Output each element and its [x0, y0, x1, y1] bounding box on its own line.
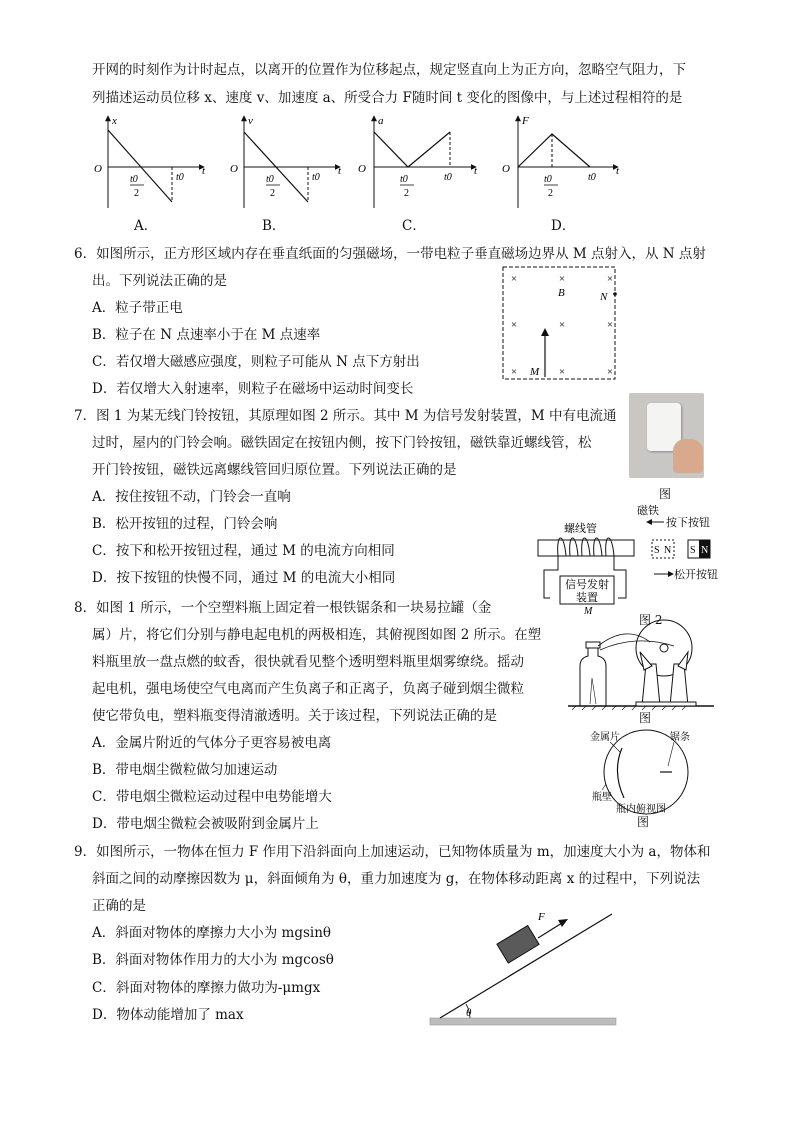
- saw-label: 锯条: [670, 732, 690, 743]
- graph-d-t0: t0: [588, 172, 596, 183]
- q8-option-b: B．带电烟尘微粒做匀加速运动: [92, 762, 278, 778]
- graph-a-t0: t0: [176, 172, 184, 183]
- block: [497, 926, 539, 963]
- q9-option-a: A．斜面对物体的摩擦力大小为 mgsinθ: [92, 925, 332, 941]
- graph-a-line: [108, 130, 172, 202]
- device-m-label: M: [584, 606, 593, 616]
- device-label-1: 信号发射: [565, 579, 609, 591]
- field-b-label: B: [558, 287, 565, 299]
- force-label: F: [538, 911, 545, 923]
- magnet-label: 磁铁: [637, 505, 659, 517]
- q7-fig2-caption: 图 2: [639, 613, 663, 627]
- graph-c: [358, 115, 478, 208]
- svg-text:×: ×: [606, 273, 614, 285]
- svg-text:N: N: [701, 545, 709, 556]
- svg-text:×: ×: [558, 366, 566, 378]
- graph-c-y-label: a: [378, 115, 384, 127]
- graph-a-half-den: 2: [134, 188, 139, 199]
- q7-stem-3: 开门铃按钮，磁铁远离螺线管回归原位置。下列说法正确的是: [92, 462, 457, 478]
- q9-option-d: D．物体动能增加了 max: [92, 1007, 244, 1023]
- graph-b-half-num: t0: [266, 174, 274, 185]
- q8-option-c: C．带电烟尘微粒运动过程中电势能增大: [92, 789, 332, 805]
- graph-c-t-label: t: [474, 165, 478, 177]
- q6-option-c: C．若仅增大磁感应强度，则粒子可能从 N 点下方射出: [92, 354, 420, 370]
- graph-c-t0: t0: [444, 172, 452, 183]
- q8-apparatus-figure: [566, 612, 716, 712]
- graph-d-half-den: 2: [548, 188, 553, 199]
- graph-c-origin: O: [358, 163, 366, 175]
- graph-b-origin: O: [230, 163, 238, 175]
- svg-text:×: ×: [510, 366, 518, 378]
- svg-text:×: ×: [558, 319, 566, 331]
- q6-option-a: A．粒子带正电: [92, 300, 183, 316]
- point-n: [613, 292, 617, 296]
- graph-d-y-label: F: [522, 115, 529, 127]
- graph-b-t-label: t: [338, 165, 342, 177]
- q5-option-c: C．: [402, 218, 426, 234]
- svg-text:N: N: [664, 545, 672, 556]
- q5-option-b: B．: [262, 218, 286, 234]
- svg-text:×: ×: [510, 319, 518, 331]
- graph-a-y-label: x: [112, 115, 117, 127]
- q7-stem-2: 过时，屋内的门铃会响。磁铁固定在按钮内侧，按下门铃按钮，磁铁靠近螺线管，松: [92, 435, 592, 451]
- q9-stem-2: 斜面之间的动摩擦因数为 μ，斜面倾角为 θ，重力加速度为 g，在物体移动距离 x 的过程中，下列说法: [92, 871, 701, 887]
- q6-option-b: B．粒子在 N 点速率小于在 M 点速率: [92, 327, 321, 343]
- force-arrow: [538, 923, 562, 938]
- q8-option-a: A．金属片附近的气体分子更容易被电离: [92, 735, 332, 751]
- q8-stem-1: 8．如图 1 所示，一个空塑料瓶上固定着一根铁锯条和一块易拉罐（金: [74, 600, 492, 616]
- q5-option-a: A．: [134, 218, 158, 234]
- point-n-label: N: [600, 291, 608, 303]
- point-m-label: M: [530, 366, 540, 378]
- ground: [430, 1018, 616, 1025]
- svg-text:S: S: [654, 545, 660, 556]
- metal-label: 金属片: [590, 732, 620, 743]
- q8-top-view-figure: [588, 726, 700, 818]
- graph-a: [94, 115, 206, 208]
- graph-a-t-label: t: [202, 165, 206, 177]
- q8-stem-3: 料瓶里放一盘点燃的蚊香，很快就看见整个透明塑料瓶里烟雾缭绕。摇动: [92, 654, 524, 670]
- q8-stem-4: 起电机，强电场使空气电离而产生负离子和正离子，负离子碰到烟尘微粒: [92, 681, 524, 697]
- q8-fig1-caption: 图: [639, 711, 652, 725]
- solenoid-label: 螺线管: [564, 523, 597, 535]
- q5-text-line-1: 开网的时刻作为计时起点，以离开的位置作为位移起点，规定竖直向上为正方向，忽略空气阻力，下: [92, 62, 686, 78]
- svg-text:S: S: [690, 545, 696, 556]
- release-label: 松开按钮: [674, 569, 718, 581]
- q8-stem-5: 使它带负电，塑料瓶变得清澈透明。关于该过程，下列说法正确的是: [92, 708, 497, 724]
- svg-text:×: ×: [606, 319, 614, 331]
- graph-d-line: [518, 134, 590, 167]
- graph-a-half-num: t0: [130, 174, 138, 185]
- device-label-2: 装置: [576, 592, 598, 604]
- graph-d-t-label: t: [616, 165, 620, 177]
- q7-option-d: D．按下按钮的快慢不同，通过 M 的电流大小相同: [92, 570, 396, 586]
- doorbell-photo: [629, 393, 704, 478]
- graph-d: [502, 115, 620, 208]
- graph-b-half-den: 2: [270, 188, 275, 199]
- q6-stem-2: 出。下列说法正确的是: [92, 273, 227, 289]
- svg-text:×: ×: [510, 273, 518, 285]
- wall-label: 瓶壁: [592, 792, 612, 803]
- q8-fig2-caption: 图: [637, 815, 650, 829]
- q7-stem-1: 7．图 1 为某无线门铃按钮，其原理如图 2 所示。其中 M 为信号发射装置，M 中有电流通: [74, 408, 617, 424]
- graph-b-t0: t0: [312, 172, 320, 183]
- q9-option-c: C．斜面对物体的摩擦力做功为-μmgx: [92, 980, 321, 996]
- graph-b-y-label: v: [248, 115, 253, 127]
- graph-c-half-den: 2: [404, 188, 409, 199]
- q9-option-b: B．斜面对物体作用力的大小为 mgcosθ: [92, 952, 334, 968]
- graph-b: [230, 115, 342, 208]
- q6-stem-1: 6．如图所示，正方形区域内存在垂直纸面的匀强磁场，一带电粒子垂直磁场边界从 M 点射入，从 N 点射: [74, 246, 706, 262]
- q9-incline-figure: [426, 904, 618, 1028]
- q9-stem-3: 正确的是: [92, 898, 146, 914]
- q7-fig1-caption: 图: [659, 487, 672, 501]
- graph-a-origin: O: [94, 163, 102, 175]
- q8-stem-2: 属）片，将它们分别与静电起电机的两极相连，其俯视图如图 2 所示。在塑: [92, 627, 542, 643]
- q6-magnetic-field-figure: [500, 264, 618, 382]
- theta-label: θ: [466, 1007, 472, 1019]
- view-label: 瓶内俯视图: [616, 804, 666, 815]
- finger: [673, 439, 703, 473]
- graph-d-origin: O: [502, 163, 510, 175]
- graph-c-line: [374, 132, 450, 167]
- q7-option-b: B．松开按钮的过程，门铃会响: [92, 516, 278, 532]
- svg-text:×: ×: [606, 366, 614, 378]
- graph-d-half-num: t0: [544, 174, 552, 185]
- q7-circuit-figure: [530, 502, 730, 616]
- q7-option-c: C．按下和松开按钮过程，通过 M 的电流方向相同: [92, 543, 395, 559]
- q7-option-a: A．按住按钮不动，门铃会一直响: [92, 489, 291, 505]
- q5-text-line-2: 列描述运动员位移 x、速度 v、加速度 a、所受合力 F随时间 t 变化的图像中，与上述过程相符的是: [92, 90, 683, 106]
- graph-c-half-num: t0: [400, 174, 408, 185]
- press-label: 按下按钮: [666, 517, 710, 529]
- metal-plate: [617, 748, 624, 798]
- q8-option-d: D．带电烟尘微粒会被吸附到金属片上: [92, 816, 319, 832]
- q6-option-d: D．若仅增大入射速率，则粒子在磁场中运动时间变长: [92, 381, 414, 397]
- q5-option-d: D．: [551, 218, 576, 234]
- q9-stem-1: 9．如图所示，一物体在恒力 F 作用下沿斜面向上加速运动，已知物体质量为 m，加速度大小为 a，物体和: [74, 844, 711, 860]
- svg-text:×: ×: [558, 273, 566, 285]
